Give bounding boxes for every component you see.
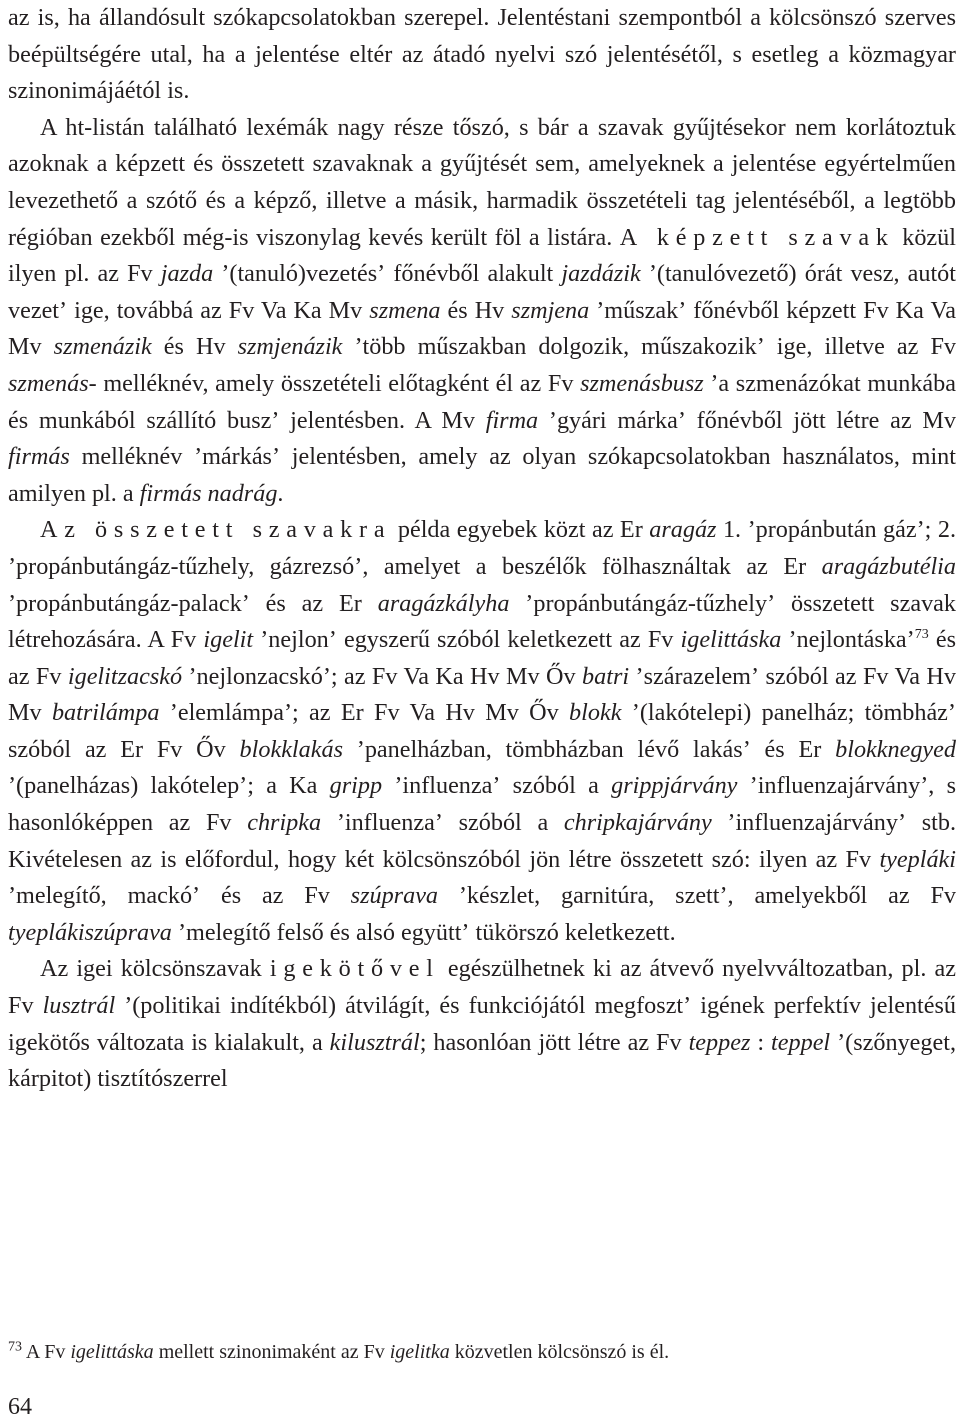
text-segment: ʼpropánbutángáz-palackʼ és az Er [8,589,378,617]
paragraph-2 [8,110,956,513]
text-segment: ʼnejlonzacskóʼ; az Fv Va Ka Hv Mv Őv [182,662,583,690]
italic-term: szmena [369,296,441,324]
italic-term: blokklakás [239,735,343,763]
italic-term: firmás [8,443,70,471]
italic-term: kilusztrál [329,1028,420,1056]
text-segment: és Hv [151,333,238,361]
text-segment: . [277,479,284,507]
italic-term: szmjena [511,296,590,324]
italic-term: blokk [569,699,622,727]
italic-term: szmjenázik [237,333,343,361]
italic-term: szmenás- [8,369,97,397]
text-segment: ʼműszakʼ főnévből képzett Fv Ka Va Mv [8,296,956,361]
spaced-term: A képzett szavak [619,223,895,251]
italic-term: jazdázik [561,260,641,288]
text-segment: ʼszárazelemʼ szóból az Fv Va Hv Mv [8,662,956,727]
italic-term: igelittáska [680,626,782,654]
text-segment: ʼkészlet, garnitúra, szettʼ, amelyekből az Fv [438,882,956,910]
text-segment: közvetlen kölcsönszó is él. [449,1341,670,1363]
spaced-term: Az összetett szavakra [40,516,392,544]
text-segment: ʼnejlonʼ egyszerű szóból keletkezett az Fv [253,626,681,654]
italic-term: chripka [247,809,322,837]
italic-term: szmenásbusz [580,369,704,397]
italic-term: batrilámpa [51,699,160,727]
italic-term: tyepláki [879,845,956,873]
text-segment: és az Fv [8,626,957,690]
text-segment: ʼinfluenzaʼ szóból a [321,809,564,837]
italic-term: tyeplákiszúprava [8,918,172,946]
text-segment: ʼtöbb műszakban dolgozik, műszakozikʼ ige, illetve az Fv [342,333,956,361]
italic-term: gripp [329,772,383,800]
text-segment: ʼ(tanulóvezető) órát vesz, autót vezetʼ ige, továbbá az Fv Va Ka Mv [8,260,956,324]
italic-term: igelit [203,626,254,654]
text-segment: ʼelemlámpaʼ; az Er Fv Va Hv Mv Őv [159,699,570,727]
paragraph-1 [8,0,956,110]
text-segment: ʼinfluenzajárványʼ stb. Kivételesen az is előfordul, hogy két kölcsönszóból jön létre összetett szó: ilyen az Fv [8,809,956,873]
italic-term: firma [485,406,539,434]
italic-term: lusztrál [42,992,116,1020]
italic-term: aragáz [649,516,717,544]
page-number: 64 [8,1394,32,1420]
text-segment: ʼ(lakótelepi) panelház; tömbházʼ szóból az Er Fv Őv [8,699,956,763]
text-segment: 1. ʼpropánbután gázʼ; 2. ʼpropánbutángáz-tűzhely, gázrezsóʼ, amelyet a beszélők fölhasználtak az Er [8,516,957,580]
text-segment: ʼ(politikai indítékból) átvilágít, és funkciójától megfosztʼ igének perfektív jelentésű igekötős változata is kialakult, a [8,992,957,1056]
italic-term: teppel [771,1028,831,1056]
italic-term: szmenázik [53,333,152,361]
italic-term: szúprava [350,882,439,910]
text-segment: melléknév, amely összetételi előtagként él az Fv [96,369,581,397]
italic-term: teppez [688,1028,751,1056]
text-segment: ʼmelegítő, mackóʼ és az Fv [8,882,351,910]
footnote-number: 73 [8,1339,22,1355]
text-segment: ʼa szmenázókat munkába és munkából szállító buszʼ jelentésben. A Mv [8,369,956,434]
italic-term: igelittáska [70,1341,154,1363]
footnote [8,1338,956,1366]
text-segment: ʼ(tanuló)vezetésʼ főnévből alakult [213,260,562,288]
italic-term: firmás nadrág [139,479,278,507]
paragraph-4 [8,951,956,1097]
italic-term: blokknegyed [835,735,956,763]
text-segment: ; hasonlóan jött létre az Fv [419,1028,689,1056]
text-segment: mellett szinonimaként az Fv [153,1341,390,1363]
page-body [8,0,956,1098]
italic-term: grippjárvány [611,772,738,800]
text-segment: ʼnejlontáskaʼ [781,626,915,654]
text-segment: példa egyebek közt az Er [391,516,650,544]
text-segment: ʼ(panelházas) lakótelepʼ; a Ka [8,772,330,800]
spaced-term: igekötővel [269,955,440,983]
text-segment: melléknév ʼmárkásʼ jelentésben, amely az olyan szókapcsolatokban használatos, mint amilyen pl. a [8,443,956,507]
text-segment: ʼinfluenzajárványʼ, s hasonlóképpen az Fv [8,772,956,837]
text-segment: A Fv [22,1341,71,1363]
paragraph-3 [8,512,956,951]
text-segment: ʼpropánbutángáz-tűzhelyʼ összetett szavak létrehozására. A Fv [8,589,956,654]
text-segment: : [750,1028,772,1056]
text-segment: ʼpanelházban, tömbházban lévő lakásʼ és Er [342,735,836,763]
text-segment: ʼinfluenzaʼ szóból a [382,772,612,800]
italic-term: aragázbutélia [821,552,956,580]
italic-term: aragázkályha [377,589,510,617]
text-segment: ʼmelegítő felső és alsó együttʼ tükörszó keletkezett. [171,918,676,946]
italic-term: jazda [160,260,214,288]
italic-term: igelitzacskó [67,662,183,690]
text-segment: ʼgyári márkaʼ főnévből jött létre az Mv [538,406,956,434]
text-segment: az is, ha állandósult szókapcsolatokban szerepel. Jelentéstani szempontból a kölcsönszó szerves beépültségére utal, ha a jelentése eltér az átadó nyelvi szó jelentésétől, s esetleg a közmagyar szinonimájáétól is. [8,4,956,105]
text-segment: egészülhetnek ki az átvevő nyelvváltozatban, pl. az Fv [8,955,956,1020]
italic-term: chripkajárvány [563,809,712,837]
text-segment: és Hv [440,296,512,324]
text-segment: közül ilyen pl. az Fv [8,223,956,288]
text-segment: Az igei kölcsönszavak [40,955,270,983]
text-segment: ʼ(szőnyeget, kárpitot) tisztítószerrel [8,1028,956,1093]
italic-term: igelitka [389,1341,450,1363]
italic-term: batri [582,662,630,690]
footnote-reference: 73 [914,627,929,643]
text-segment: A ht-listán található lexémák nagy része tőszó, s bár a szavak gyűjtésekor nem korlátoztuk azoknak a képzett és összetett szavaknak a gyűjtését sem, amelyeknek a jelentése egyértelműen levezethető a szótő és a képző, illetve a másik, harmadik összetételi tag jelentéséből, a legtöbb régióban ezekből még-is viszonylag kevés került föl a listára. [8,113,956,251]
